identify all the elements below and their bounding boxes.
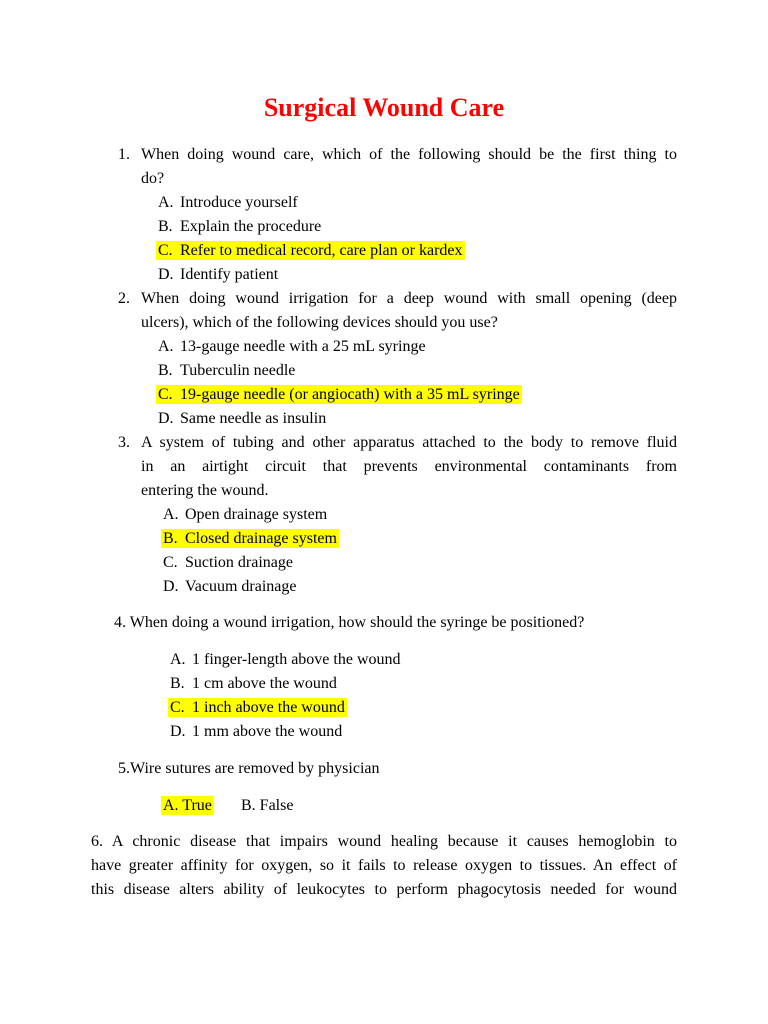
q2-option-a: A. 13-gauge needle with a 25 mL syringe [158, 338, 426, 355]
question-2-line-2: ulcers), which of the following devices should you use? [141, 314, 498, 331]
q3-option-b-answer: B. Closed drainage system [163, 530, 337, 547]
q3-option-c: C. Suction drainage [163, 554, 293, 571]
question-3-line-3: entering the wound. [141, 482, 269, 499]
q2-option-b: B. Tuberculin needle [158, 362, 296, 379]
question-6-line-1: 6. A chronic disease that impairs wound healing because it causes hemoglobin to [91, 833, 677, 850]
q4-option-b: B. 1 cm above the wound [170, 675, 337, 692]
q4-option-d: D. 1 mm above the wound [170, 723, 343, 740]
question-4: 4. When doing a wound irrigation, how should the syringe be positioned? [114, 614, 585, 631]
question-6-line-3: this disease alters ability of leukocytes to perform phagocytosis needed for wound [91, 881, 677, 898]
question-1-number: 1. [118, 146, 130, 163]
q1-option-a: A. Introduce yourself [158, 194, 298, 211]
question-2-line-1: When doing wound irrigation for a deep wound with small opening (deep [141, 290, 677, 307]
q1-option-b: B. Explain the procedure [158, 218, 322, 235]
q1-option-d: D. Identify patient [158, 266, 279, 283]
question-3-line-1: A system of tubing and other apparatus attached to the body to remove fluid [141, 434, 677, 451]
q3-option-a: A. Open drainage system [163, 506, 328, 523]
q4-option-c-answer: C. 1 inch above the wound [170, 699, 345, 716]
question-1-line-2: do? [141, 170, 165, 187]
question-6-line-2: have greater affinity for oxygen, so it fails to release oxygen to tissues. An effect of [91, 857, 677, 874]
question-3-line-2: in an airtight circuit that prevents environmental contaminants from [141, 458, 677, 475]
q2-option-d: D. Same needle as insulin [158, 410, 327, 427]
page-title: Surgical Wound Care [263, 93, 505, 122]
q1-option-c-answer: C. Refer to medical record, care plan or kardex [158, 242, 463, 259]
q3-option-d: D. Vacuum drainage [163, 578, 297, 595]
question-3-number: 3. [118, 434, 130, 451]
question-2-number: 2. [118, 290, 130, 307]
q2-option-c-answer: C. 19-gauge needle (or angiocath) with a 35 mL syringe [158, 386, 520, 403]
q5-option-a-answer: A. True [163, 797, 212, 814]
q5-option-b: B. False [241, 797, 294, 814]
question-5: 5.Wire sutures are removed by physician [118, 760, 380, 777]
question-1-line-1: When doing wound care, which of the following should be the first thing to [141, 146, 677, 163]
q4-option-a: A. 1 finger-length above the wound [170, 651, 401, 668]
